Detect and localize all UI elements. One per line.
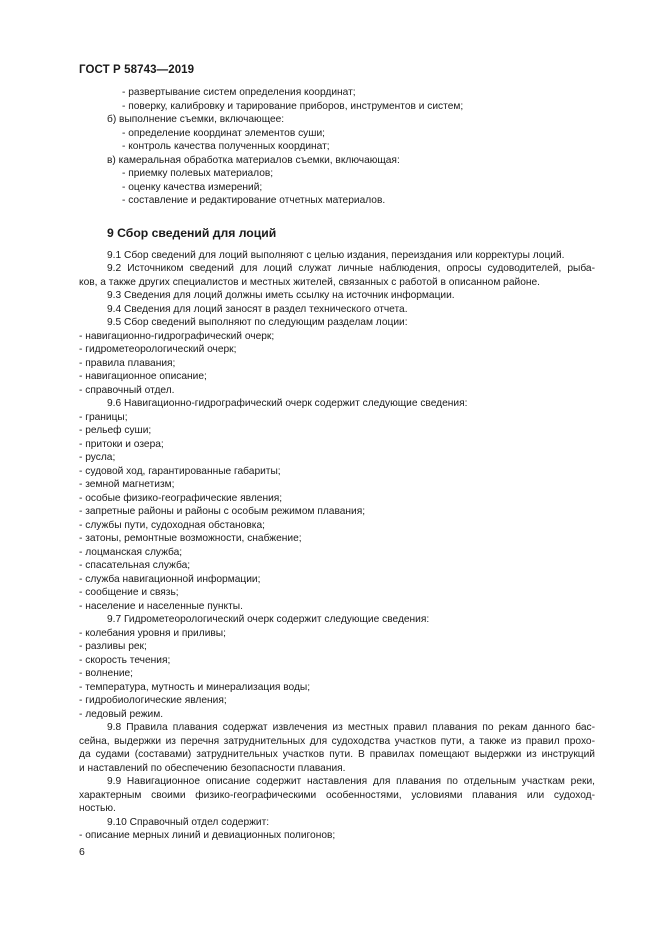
text-line: - служба навигационной информации; xyxy=(79,573,261,585)
text-line: 9.8 Правила плавания содержат извлечения из местных правил плавания по рекам данного бас- xyxy=(107,722,595,733)
text-line: - контроль качества полученных координат; xyxy=(122,141,330,152)
text-line: - притоки и озера; xyxy=(79,438,164,450)
text-line: - ледовый режим. xyxy=(79,708,164,720)
text-line: 9.6 Навигационно-гидрографический очерк содержит следующие сведения: xyxy=(107,398,468,409)
text-line: - службы пути, судоходная обстановка; xyxy=(79,519,265,531)
text-line: 9.7 Гидрометеорологический очерк содержит следующие сведения: xyxy=(107,614,430,625)
text-line: 9.5 Сбор сведений выполняют по следующим разделам лоции: xyxy=(107,317,408,328)
text-line: 9.9 Навигационное описание содержит наставления для плавания по отдельным участкам реки, xyxy=(107,776,595,787)
text-line: и наставлений по обеспечению безопасности плавания. xyxy=(79,762,346,774)
text-line: - затоны, ремонтные возможности, снабжение; xyxy=(79,533,302,544)
text-line: - оценку качества измерений; xyxy=(122,181,263,193)
text-line: - границы; xyxy=(79,411,128,423)
text-line: - колебания уровня и приливы; xyxy=(79,627,226,639)
text-line: - население и населенные пункты. xyxy=(79,600,243,612)
text-line: - составление и редактирование отчетных материалов. xyxy=(122,195,386,206)
text-line: в) камеральная обработка материалов съемки, включающая: xyxy=(107,154,400,166)
top-list xyxy=(79,86,595,208)
text-line: - русла; xyxy=(79,452,116,463)
text-line: - справочный отдел. xyxy=(79,384,175,396)
section-heading: 9 Сбор сведений для лоций xyxy=(107,225,277,240)
text-line: ностью. xyxy=(79,803,116,814)
text-line: - определение координат элементов суши; xyxy=(122,127,325,139)
text-line: - разливы рек; xyxy=(79,641,147,652)
document-header: ГОСТ Р 58743—2019 xyxy=(79,64,195,76)
text-line: - приемку полевых материалов; xyxy=(122,168,274,179)
text-line: - судовой ход, гарантированные габариты; xyxy=(79,465,281,477)
text-line: - температура, мутность и минерализация воды; xyxy=(79,681,311,693)
text-line: да судами (составами) затруднительных участков пути. В правилах помещают выдержки из инструкций xyxy=(79,749,595,760)
text-line: - гидробиологические явления; xyxy=(79,695,227,706)
text-line: - рельеф суши; xyxy=(79,425,152,436)
text-line: - описание мерных линий и девиационных полигонов; xyxy=(79,830,336,841)
text-line: - правила плавания; xyxy=(79,357,176,369)
text-line: 9.10 Справочный отдел содержит: xyxy=(107,816,270,828)
text-line: - навигационно-гидрографический очерк; xyxy=(79,330,275,342)
text-line: - земной магнетизм; xyxy=(79,479,175,490)
text-line: - скорость течения; xyxy=(79,654,171,666)
text-line: - особые физико-географические явления; xyxy=(79,492,283,504)
text-line: сейна, выдержки из перечня затруднительных для судоходства участков пути, а также из правил прохо- xyxy=(79,735,595,747)
section-body xyxy=(79,249,595,843)
text-line: 9.3 Сведения для лоций должны иметь ссылку на источник информации. xyxy=(107,290,455,301)
text-line: - спасательная служба; xyxy=(79,560,191,571)
text-line: 9.2 Источником сведений для лоций служат личные наблюдения, опросы судоводителей, рыба- xyxy=(107,263,595,274)
page-number: 6 xyxy=(79,846,85,858)
text-line: б) выполнение съемки, включающее: xyxy=(107,114,285,125)
text-line: - запретные районы и районы с особым режимом плавания; xyxy=(79,506,366,517)
text-line: - навигационное описание; xyxy=(79,371,207,382)
text-line: - волнение; xyxy=(79,668,134,679)
text-line: - развертывание систем определения координат; xyxy=(122,87,356,98)
document-body xyxy=(79,86,595,843)
text-line: - сообщение и связь; xyxy=(79,587,179,598)
text-line: - поверку, калибровку и тарирование приборов, инструментов и систем; xyxy=(122,100,464,112)
text-line: - лоцманская служба; xyxy=(79,546,183,558)
text-line: ков, а также других специалистов и местных жителей, связанных с работой в описанном районе. xyxy=(79,276,540,288)
text-line: 9.4 Сведения для лоций заносят в раздел технического отчета. xyxy=(107,303,408,315)
text-line: 9.1 Сбор сведений для лоций выполняют с целью издания, переиздания или корректуры лоций. xyxy=(107,249,565,261)
text-line: характерным своими физико-географическими особенностями, условиями плавания или судоход- xyxy=(79,789,595,801)
text-line: - гидрометеорологический очерк; xyxy=(79,344,237,355)
